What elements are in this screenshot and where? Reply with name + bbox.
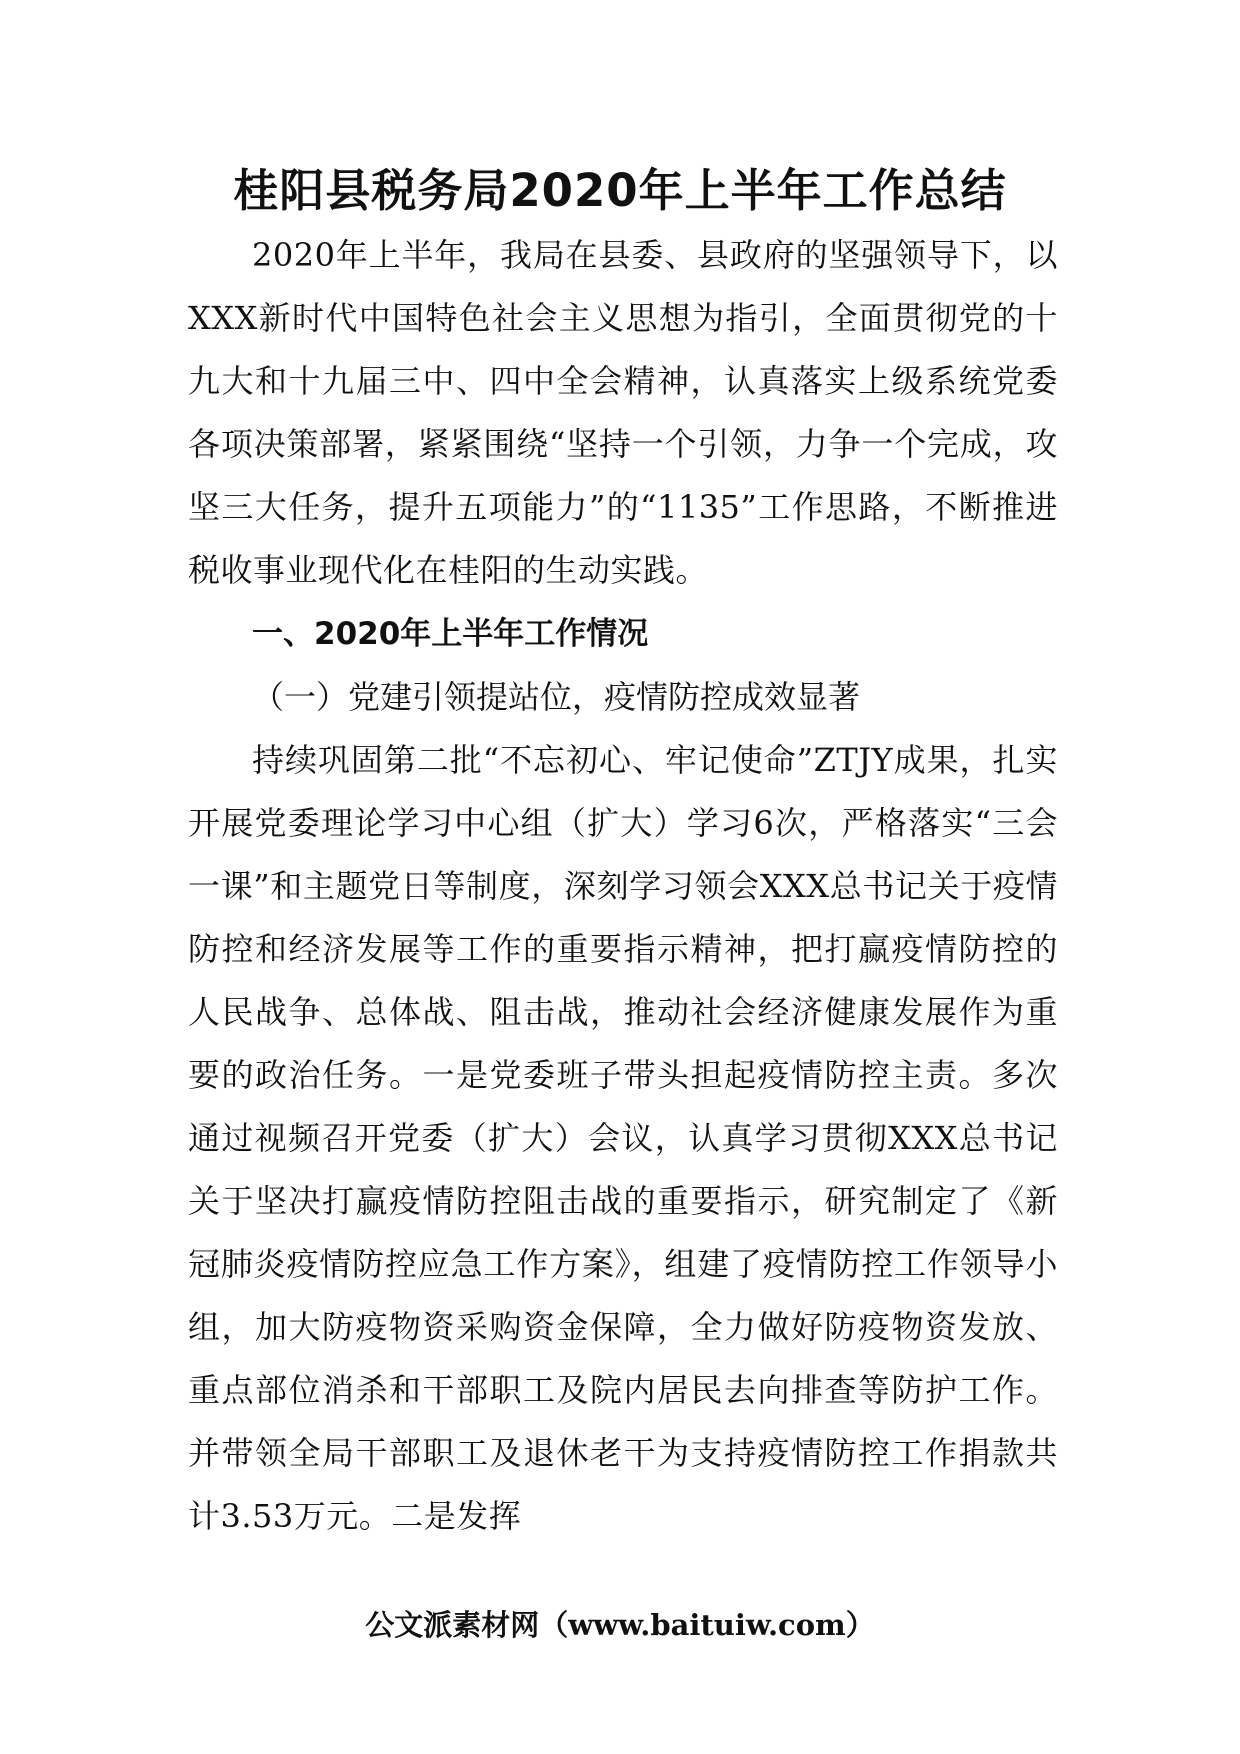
section-heading: 一、2020年上半年工作情况 xyxy=(252,616,649,652)
subsection-paragraph: 持续巩固第二批“不忘初心、牢记使命”ZTJY成果，扎实开展党委理论学习中心组（扩大）学习6次，严格落实“三会一课”和主题党日等制度，深刻学习领会XXX总书记关于疫情防控和经济发展等工作的重要指示精神，把打赢疫情防控的人民战争、总体战、阻击战，推动社会经济健康发展作为重要的政治任务。一是党委班子带头担起疫情防控主责。多次通过视频召开党委（扩大）会议，认真学习贯彻XXX总书记关于坚决打赢疫情防控阻击战的重要指示，研究制定了《新冠肺炎疫情防控应急工作方案》，组建了疫情防控工作领导小组，加大防疫物资采购资金保障，全力做好防疫物资发放、重点部位消杀和干部职工及院内居民去向排查等防护工作。并带领全局干部职工及退休老干为支持疫情防控工作捐款共计3.53万元。二是发挥 xyxy=(188,741,1058,1535)
subsection-heading: （一）党建引领提站位，疫情防控成效显著 xyxy=(252,678,861,716)
document-body xyxy=(188,224,1058,1548)
document-title: 桂阳县税务局2020年上半年工作总结 xyxy=(233,164,1007,217)
footer-watermark: 公文派素材网（www.baituiw.com） xyxy=(365,1608,875,1642)
intro-paragraph: 2020年上半年，我局在县委、县政府的坚强领导下，以XXX新时代中国特色社会主义思想为指引，全面贯彻党的十九大和十九届三中、四中全会精神，认真落实上级系统党委各项决策部署，紧紧围绕“坚持一个引领，力争一个完成，攻坚三大任务，提升五项能力”的“1135”工作思路，不断推进税收事业现代化在桂阳的生动实践。 xyxy=(188,236,1058,589)
